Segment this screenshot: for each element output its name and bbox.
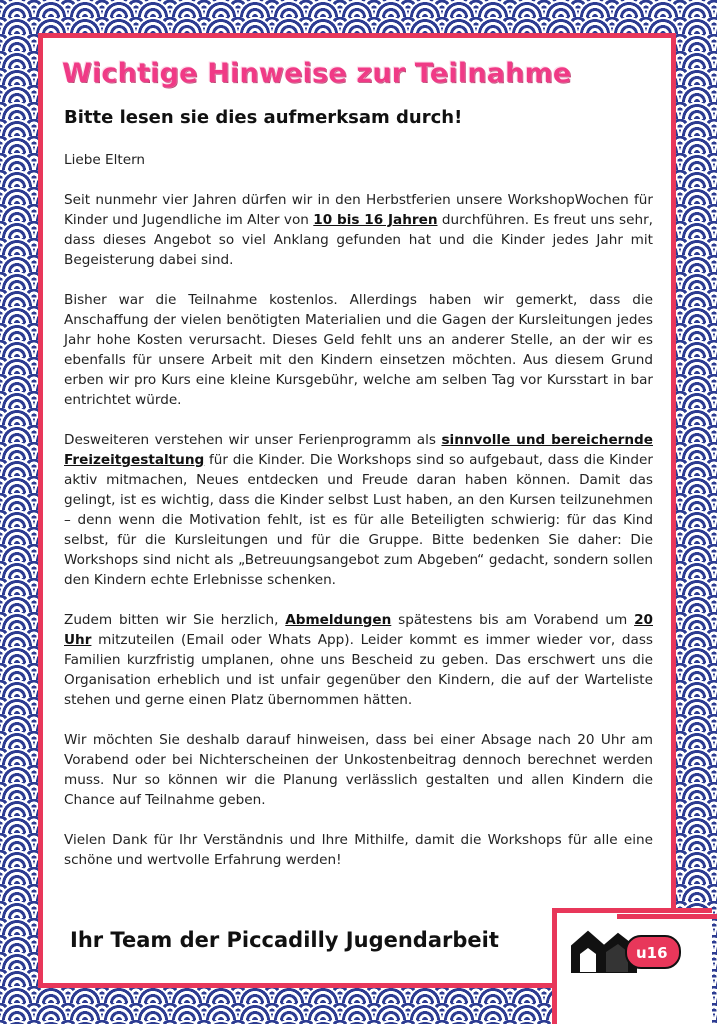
deadline-highlight: 20 Uhr — [64, 612, 653, 648]
logo-text: u16 — [636, 944, 668, 962]
page-title: Wichtige Hinweise zur Teilnahme — [62, 58, 572, 89]
paragraph-3 — [64, 430, 653, 590]
logo-frame-line — [617, 914, 717, 919]
letter-body — [64, 150, 653, 890]
age-range-highlight: 10 bis 16 Jahren — [313, 212, 438, 228]
page-subtitle: Bitte lesen sie dies aufmerksam durch! — [64, 107, 463, 128]
paragraph-4 — [64, 610, 653, 710]
leisure-highlight: sinnvolle und bereichernde Freizeitgestaltung — [64, 432, 653, 468]
paragraph-1 — [64, 190, 653, 270]
signature: Ihr Team der Piccadilly Jugendarbeit — [70, 928, 499, 952]
paragraph-1-text-c: durchführen. Es freut uns sehr, dass dieses Angebot so viel Anklang gefunden hat und die Kinder jedes Jahr mit Begeisterung dabei sind. — [64, 212, 653, 268]
paragraph-6: Vielen Dank für Ihr Verständnis und Ihre Mithilfe, damit die Workshops für alle eine schöne und wertvolle Erfahrung werden! — [64, 832, 653, 868]
paragraph-3-text-c: für die Kinder. Die Workshops sind so aufgebaut, dass die Kinder aktiv mitmachen, Neues entdecken und Freude daran haben können. Damit das gelingt, ist es wichtig, dass die Kinder selbst Lust haben, an den Kursen teilzunehmen – denn wenn die Motivation fehlt, ist es für alle Beteiligten schwierig: für das Kind selbst, für die Kursleitungen und für die Gruppe. Bitte bedenken Sie daher: Die Workshops sind nicht als „Betreuungsangebot zum Abgeben“ gedacht, sondern sollen den Kindern echte Erlebnisse schenken. — [64, 452, 653, 588]
deregistration-highlight: Abmeldungen — [285, 612, 392, 628]
paragraph-4-text-e: mitzuteilen (Email oder Whats App). Leider kommt es immer wieder vor, dass Familien kurzfristig umplanen, ohne uns Bescheid zu geben. Das erschwert uns die Organisation erheblich und ist unfair gegenüber den Kindern, die auf der Warteliste stehen und gerne einen Platz übernommen hätten. — [64, 632, 653, 708]
u16-logo-icon — [566, 920, 686, 980]
paragraph-5: Wir möchten Sie deshalb darauf hinweisen, dass bei einer Absage nach 20 Uhr am Vorabend oder bei Nichterscheinen der Unkostenbeitrag dennoch berechnet werden muss. Nur so können wir die Planung verlässlich gestalten und allen Kindern die Chance auf Teilnahme geben. — [64, 732, 653, 808]
paragraph-4-text-a: Zudem bitten wir Sie herzlich, — [64, 612, 286, 628]
paragraph-3-text-a: Desweiteren verstehen wir unser Ferienprogramm als — [64, 432, 442, 448]
paragraph-2: Bisher war die Teilnahme kostenlos. Allerdings haben wir gemerkt, dass die Anschaffung der vielen benötigten Materialien und die Gagen der Kursleitungen jedes Jahr hohe Kosten verursacht. Dieses Geld fehlt uns an anderer Stelle, an der wir es ebenfalls für unsere Arbeit mit den Kindern einsetzen möchten. Aus diesem Grund erben wir pro Kurs eine kleine Kursgebühr, welche am selben Tag vor Kursstart in bar entrichtet würde. — [64, 292, 653, 408]
greeting: Liebe Eltern — [64, 152, 146, 168]
paragraph-1-text-a: Seit nunmehr vier Jahren dürfen wir in den Herbstferien unsere WorkshopWochen für Kinder und Jugendliche im Alter von — [64, 192, 653, 228]
paragraph-4-text-c: spätestens bis am Vorabend um — [391, 612, 635, 628]
